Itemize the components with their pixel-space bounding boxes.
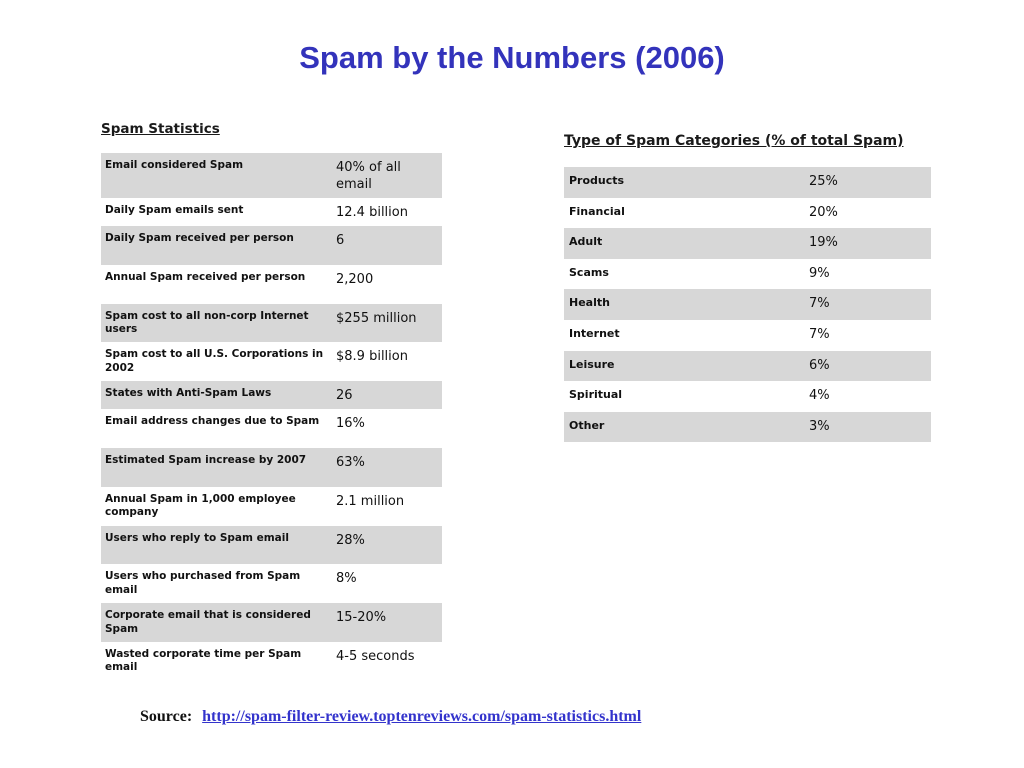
stat-label: Annual Spam in 1,000 employee company [105,492,296,519]
stat-label: States with Anti-Spam Laws [101,381,332,409]
stat-value: 15-20% [332,603,442,642]
table-row [101,487,442,526]
stat-label: Daily Spam received per person [101,226,332,265]
category-value: 7% [804,289,931,320]
table-row [101,564,442,603]
category-label: Scams [569,265,609,279]
category-label: Products [564,167,804,198]
category-label: Adult [564,228,804,259]
stat-label: Estimated Spam increase by 2007 [101,448,332,487]
category-value: 9% [809,265,830,281]
table-row [101,153,442,198]
spam-statistics-heading: Spam Statistics [101,121,220,137]
stat-value: 2.1 million [336,493,405,509]
category-label: Health [564,289,804,320]
category-label: Spiritual [569,388,623,402]
source-label: Source: [140,708,193,725]
spam-categories-table [564,167,931,442]
stat-label: Users who purchased from Spam email [105,570,301,596]
table-row [101,304,442,343]
page-title: Spam by the Numbers (2006) [299,40,725,75]
stat-label: Email address changes due to Spam [105,415,320,428]
stat-label: Annual Spam received per person [105,270,306,283]
stat-value: 16% [336,416,365,432]
stat-label: Wasted corporate time per Spam email [105,647,302,674]
category-value: 4% [809,388,830,404]
table-row [564,351,931,382]
stat-value: 63% [332,448,442,487]
table-row [564,228,931,259]
table-row [101,448,442,487]
spam-categories-heading: Type of Spam Categories (% of total Spam) [564,133,904,149]
stat-value: 4-5 seconds [336,648,415,664]
table-row [101,265,442,304]
stat-value: $255 million [332,304,442,343]
source-link[interactable]: http://spam-filter-review.toptenreviews.com/spam-statistics.html [202,708,642,725]
table-row [564,259,931,290]
table-row [101,642,442,681]
category-value: 25% [804,167,931,198]
stat-label: Users who reply to Spam email [101,526,332,565]
stat-value: 2,200 [336,271,374,287]
table-row [101,342,442,381]
category-label: Internet [569,326,620,340]
table-row [101,381,442,409]
category-value: 7% [809,326,830,342]
table-row [101,226,442,265]
stat-value: 40% of all email [332,153,442,198]
stat-value: 28% [332,526,442,565]
spam-statistics-table [101,153,442,681]
stat-label: Corporate email that is considered Spam [101,603,332,642]
table-row [101,198,442,226]
stat-value: $8.9 billion [336,349,408,365]
stat-value: 26 [332,381,442,409]
category-label: Other [564,412,804,443]
category-label: Leisure [564,351,804,382]
category-value: 3% [804,412,931,443]
stat-label: Spam cost to all non-corp Internet users [101,304,332,343]
stat-value: 8% [336,571,357,587]
table-row [101,603,442,642]
stat-label: Daily Spam emails sent [105,204,244,216]
table-row [564,289,931,320]
table-row [101,526,442,565]
table-row [101,409,442,448]
table-row [564,198,931,229]
category-label: Financial [569,204,625,218]
category-value: 20% [809,204,838,220]
table-row [564,381,931,412]
category-value: 6% [804,351,931,382]
table-row [564,167,931,198]
stat-value: 12.4 billion [336,205,408,220]
category-value: 19% [804,228,931,259]
stat-value: 6 [332,226,442,265]
stat-label: Spam cost to all U.S. Corporations in 2002 [105,348,324,374]
table-row [564,412,931,443]
source-line [140,708,641,726]
table-row [564,320,931,351]
stat-label: Email considered Spam [101,153,332,198]
